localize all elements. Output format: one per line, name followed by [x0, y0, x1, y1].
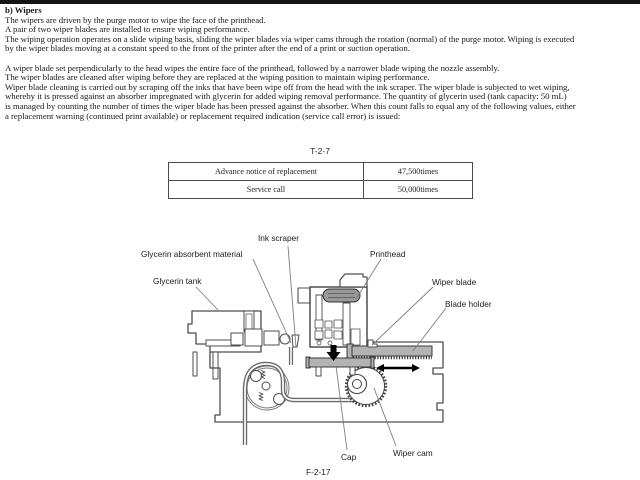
figure-label-glycerin-tank: Glycerin tank	[153, 276, 202, 286]
printhead-roller	[323, 289, 360, 302]
body-line: whereby it is pressed against an absorber impregnated with glycerin for added wiping removal performance. The quantity of glycerin used (tank capacity: 50 mL)	[5, 91, 567, 102]
body-line: A wiper blade set perpendicularly to the head wipes the entire face of the printhead, followed by a narrower blade wiping the nozzle assembly.	[5, 62, 500, 73]
body-line: A pair of two wiper blades are installed to ensure wiping performance.	[5, 24, 250, 35]
leader-wiper-cam	[374, 388, 396, 446]
table-cell-value: 50,000times	[364, 181, 473, 199]
section-heading: b) Wipers	[5, 5, 42, 15]
absorbent-roller	[280, 334, 290, 344]
table-row	[169, 163, 473, 181]
machine-outline	[188, 274, 443, 445]
pump-hub	[262, 382, 270, 390]
figure-label-wiper-blade: Wiper blade	[432, 277, 477, 287]
tank-leg	[213, 352, 218, 379]
table-caption: T-2-7	[310, 146, 330, 156]
body-line: by the wiper blades moving at a constant speed to the front of the printer after the end of a print or suction operation.	[5, 43, 410, 54]
replacement-count-table	[168, 162, 473, 199]
printhead-handle	[340, 274, 367, 287]
table-cell-label: Service call	[169, 181, 364, 199]
figure-label-cap: Cap	[341, 452, 357, 462]
scan-edge-strip	[0, 0, 640, 4]
leader-glycerin-tank	[196, 287, 218, 310]
body-text	[5, 6, 638, 121]
body-line: The wiping operation operates on a slide wiping basis, sliding the wiper blades via wiper cams through the rotation (normal) of the purge motor. Wiping is executed	[5, 33, 575, 44]
body-line: a replacement warning (continued print available) or replacement required indication (service call error) is issued:	[5, 110, 401, 121]
figure-caption: F-2-17	[306, 467, 331, 477]
leader-ink-scraper	[288, 246, 296, 347]
table-row	[169, 181, 473, 199]
body-line: The wipers are driven by the purge motor to wipe the face of the printhead.	[5, 14, 266, 25]
body-line: The wiper blades are cleaned after wiping before they are replaced at the wiping position to maintain wiping performance.	[5, 72, 430, 83]
figure-label-wiper-cam: Wiper cam	[393, 448, 433, 458]
table-cell-value: 47,500times	[364, 163, 473, 181]
figure-label-printhead: Printhead	[370, 249, 406, 259]
double-arrow-icon	[376, 364, 420, 372]
body-line: is managed by counting the number of times the wiper blade has been pressed against the absorber. When this count falls to equal any of the following values, either	[5, 100, 576, 111]
printhead-shape	[298, 274, 367, 347]
table-cell-label: Advance notice of replacement	[169, 163, 364, 181]
wiper-unit-diagram	[130, 225, 515, 480]
tank-leg	[193, 352, 197, 376]
figure-label-ink-scraper: Ink scraper	[258, 233, 300, 243]
figure-label-blade-holder: Blade holder	[445, 299, 492, 309]
leader-cap	[336, 366, 347, 450]
figure-label-absorbent: Glycerin absorbent material	[141, 249, 243, 259]
leader-blade-holder	[413, 308, 446, 351]
body-line: Wiper blade cleaning is carried out by scraping off the inks that have been wipe off from the head with the ink scraper. The wiper blade is subjected to wet wiping,	[5, 81, 570, 92]
wiper-blade-rail	[347, 344, 432, 358]
pump-roller	[251, 371, 262, 382]
